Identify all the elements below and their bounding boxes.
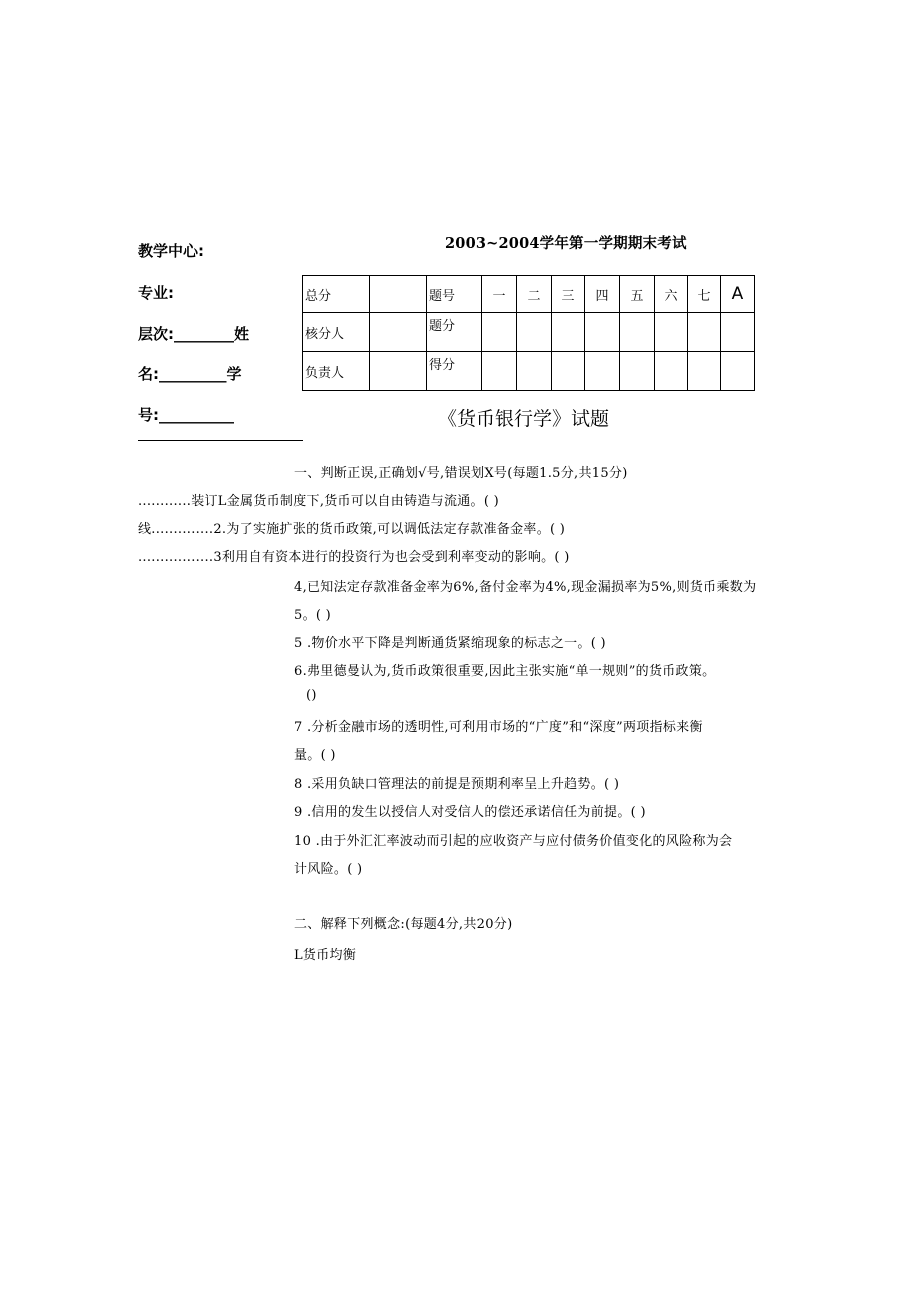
question-3: .................3利用自有资本进行的投资行为也会受到利率变动的影响。( ): [138, 550, 570, 565]
score-cell-6: [655, 352, 688, 391]
question-7-header: 七: [688, 276, 721, 313]
question-7-line-1: 7 .分析金融市场的透明性,可利用市场的“广度”和“深度”两项指标来衡: [294, 720, 703, 735]
responsible-label: 负责人: [303, 352, 370, 391]
points-cell-8: [721, 313, 755, 352]
points-cell-2: [517, 313, 552, 352]
score-cell-8: [721, 352, 755, 391]
question-4-header: 四: [585, 276, 620, 313]
score-cell-5: [620, 352, 655, 391]
question-4-line-1: 4,已知法定存款准备金率为6%,备付金率为4%,现金漏损率为5%,则货币乘数为: [294, 580, 757, 595]
question-number-label: 题号: [427, 276, 482, 313]
question-5: 5 .物价水平下降是判断通货紧缩现象的标志之一。( ): [294, 636, 606, 651]
question-2-header: 二: [517, 276, 552, 313]
question-8: 8 .采用负缺口管理法的前提是预期利率呈上升趋势。( ): [294, 777, 620, 792]
concept-1: L货币均衡: [294, 948, 357, 963]
question-9: 9 .信用的发生以授信人对受信人的偿还承诺信任为前提。( ): [294, 805, 646, 820]
points-cell-7: [688, 313, 721, 352]
score-cell-7: [688, 352, 721, 391]
question-10-line-1: 10 .由于外汇汇率波动而引起的应收资产与应付债务价值变化的风险称为会: [294, 834, 733, 849]
points-cell-3: [552, 313, 585, 352]
level-name-line: 层次:________姓: [138, 325, 249, 343]
question-2: 线..............2.为了实施扩张的货币政策,可以调低法定存款准备金率。( ): [138, 522, 566, 537]
score-table-row-header: [303, 276, 755, 313]
section-1-heading: 一、判断正误,正确划√号,错误划X号(每题1.5分,共15分): [294, 466, 628, 481]
points-cell-4: [585, 313, 620, 352]
points-cell-6: [655, 313, 688, 352]
checker-cell: [370, 313, 427, 352]
score-cell-3: [552, 352, 585, 391]
score-obtained-label: 得分: [427, 352, 482, 391]
student-id-underline: [138, 440, 303, 441]
points-cell-5: [620, 313, 655, 352]
score-cell-2: [517, 352, 552, 391]
question-8-header: A: [721, 276, 755, 313]
question-10-line-2: 计风险。( ): [294, 862, 363, 877]
question-3-header: 三: [552, 276, 585, 313]
exam-title: 2003~2004学年第一学期期末考试: [445, 235, 687, 252]
question-points-label: 题分: [427, 313, 482, 352]
question-1: ............装订L金属货币制度下,货币可以自由铸造与流通。( ): [138, 494, 500, 509]
major-label: 专业:: [138, 284, 174, 302]
paper-title: 《货币银行学》试题: [438, 408, 610, 430]
question-7-line-2: 量。( ): [294, 748, 336, 763]
question-5-header: 五: [620, 276, 655, 313]
teaching-center-label: 教学中心:: [138, 242, 204, 260]
question-4-line-2: 5。( ): [294, 608, 332, 623]
total-score-label: 总分: [303, 276, 370, 313]
question-6-header: 六: [655, 276, 688, 313]
question-6-line-2: (): [306, 688, 317, 703]
student-id-line: 号:__________: [138, 406, 234, 424]
score-table: [302, 275, 755, 391]
score-table-row-checker: [303, 313, 755, 352]
points-cell-1: [482, 313, 517, 352]
question-6-line-1: 6.弗里德曼认为,货币政策很重要,因此主张实施“单一规则”的货币政策。: [294, 664, 716, 679]
responsible-cell: [370, 352, 427, 391]
checker-label: 核分人: [303, 313, 370, 352]
score-cell-4: [585, 352, 620, 391]
score-cell-1: [482, 352, 517, 391]
total-score-cell: [370, 276, 427, 313]
score-table-row-responsible: [303, 352, 755, 391]
name-id-line: 名:_________学: [138, 365, 242, 383]
question-1-header: 一: [482, 276, 517, 313]
section-2-heading: 二、解释下列概念:(每题4分,共20分): [294, 917, 513, 932]
